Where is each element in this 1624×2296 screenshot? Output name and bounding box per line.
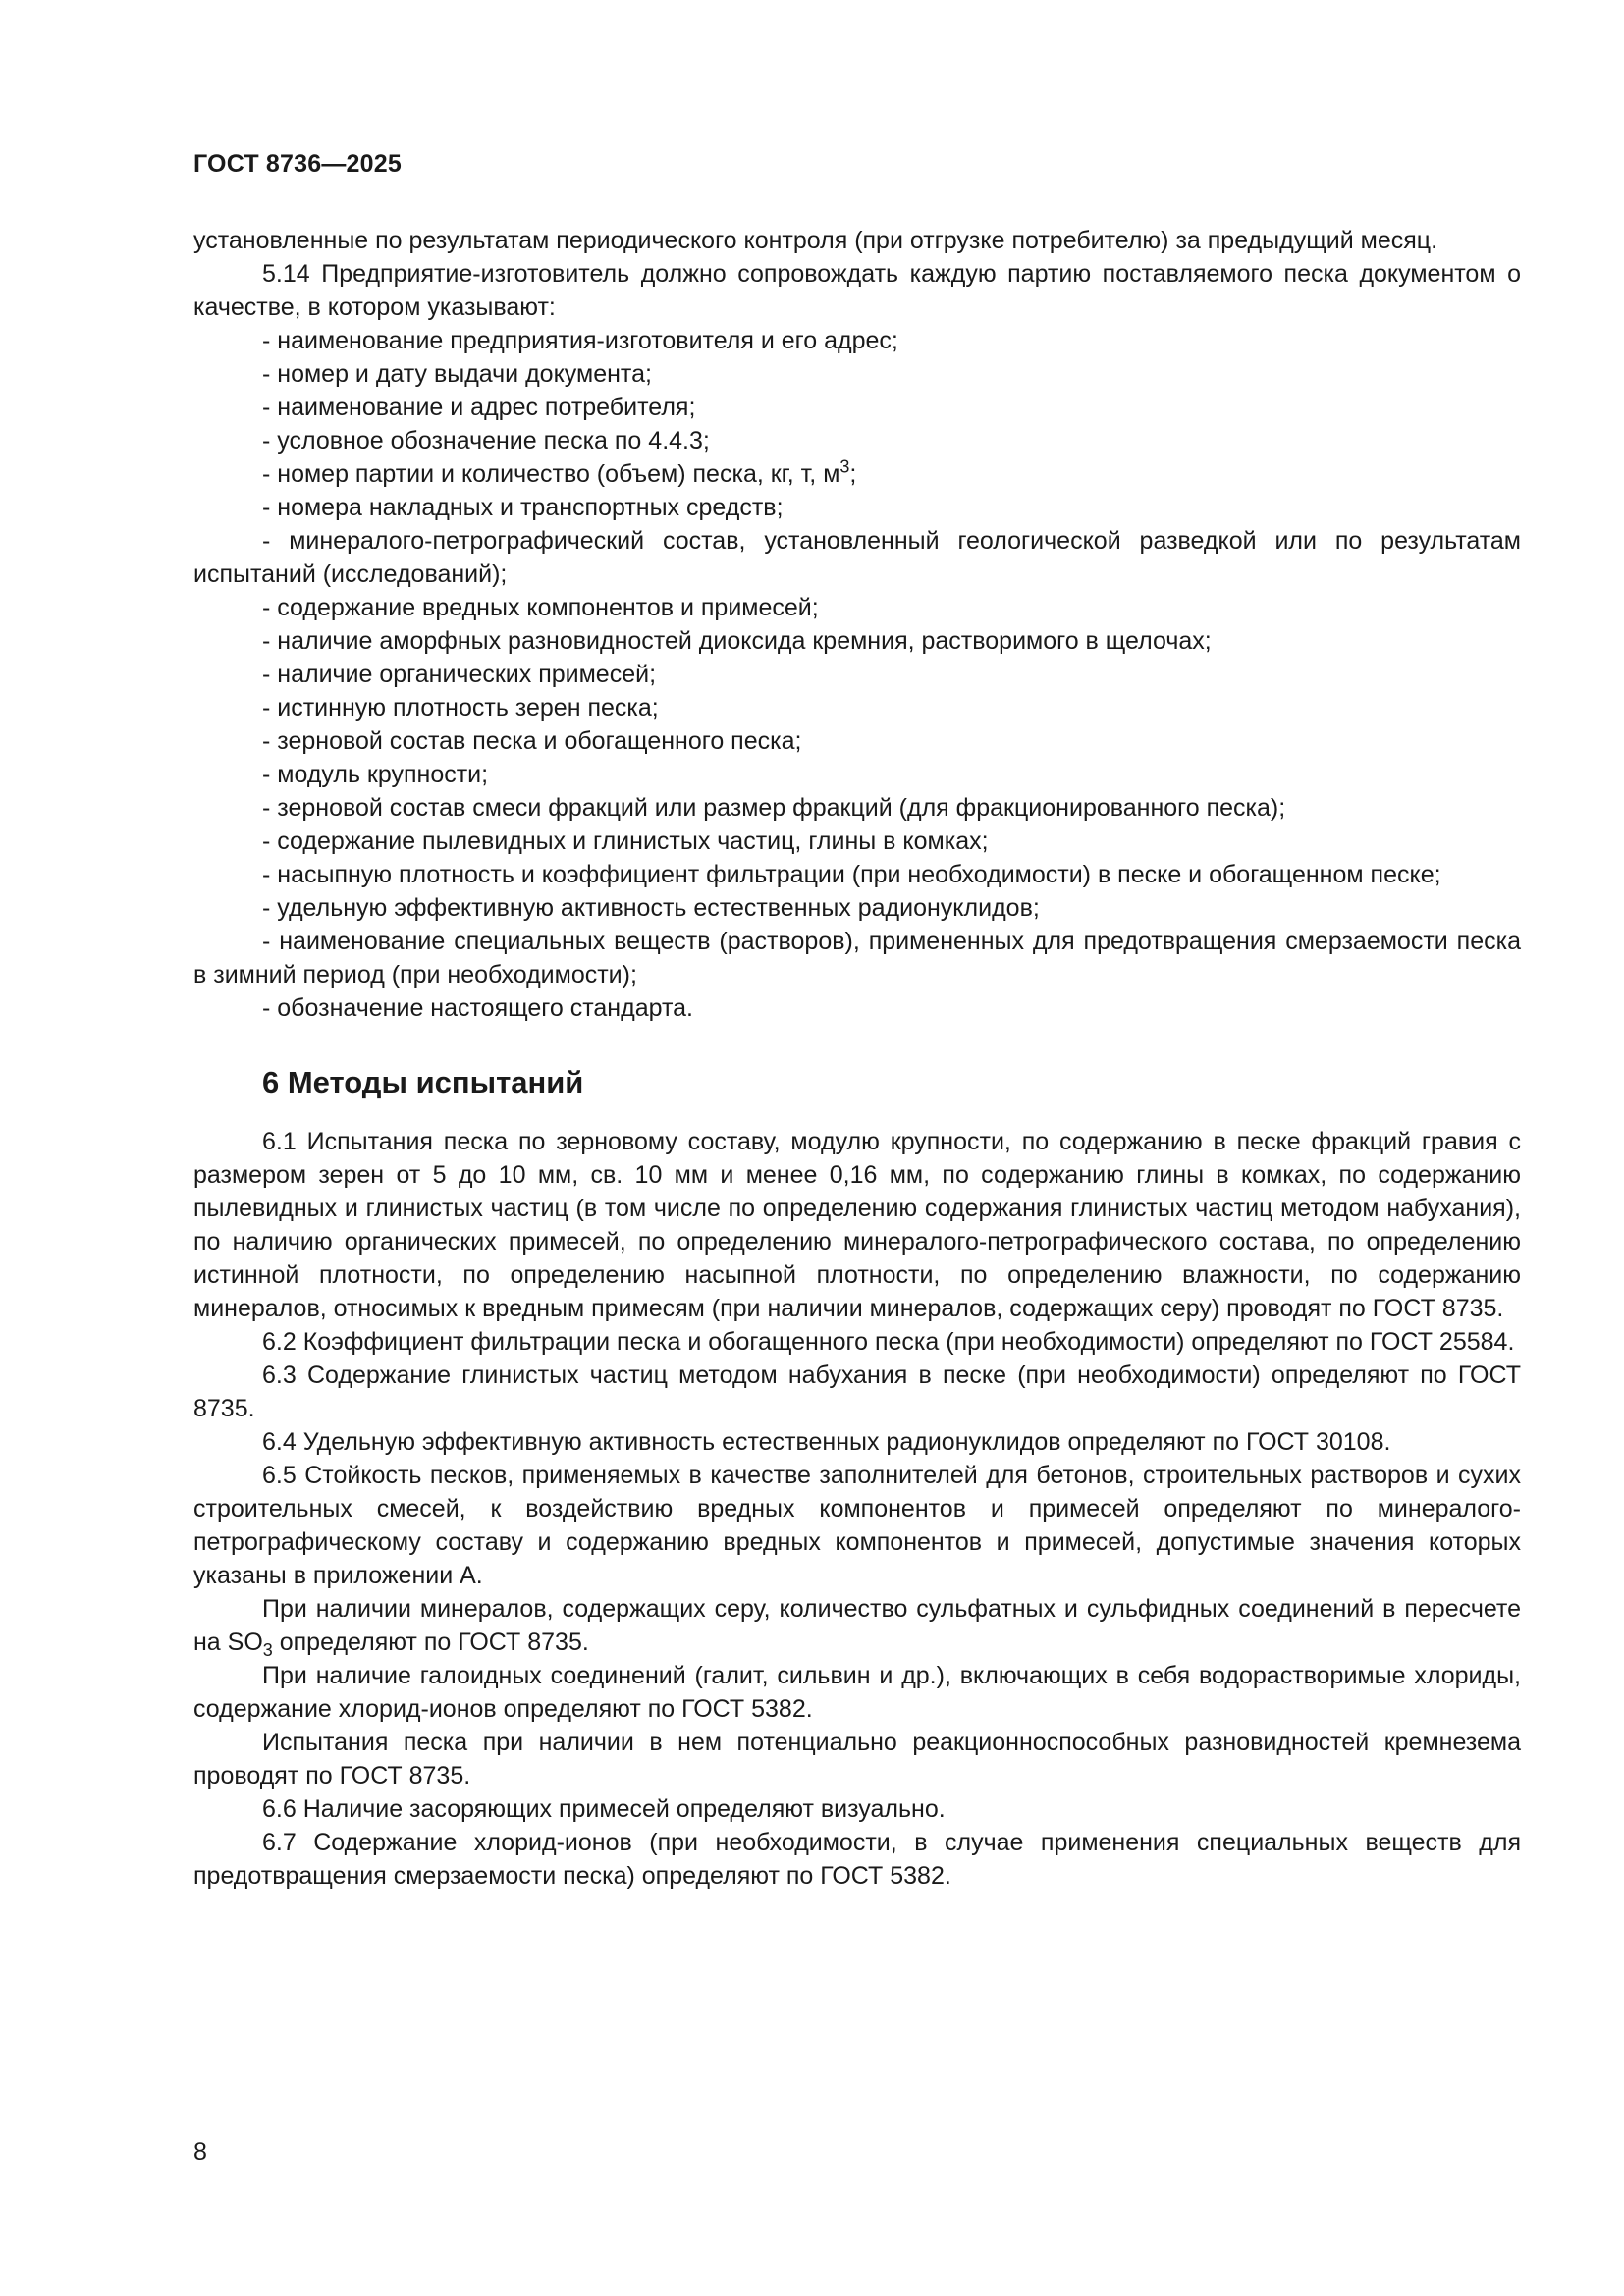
list-item: - содержание вредных компонентов и примесей;	[262, 594, 819, 621]
document-body	[193, 224, 1521, 1893]
list-item: - номер и дату выдачи документа;	[262, 360, 652, 388]
list-item: - обозначение настоящего стандарта.	[262, 994, 693, 1022]
paragraph-6-1: 6.1 Испытания песка по зерновому составу, модулю крупности, по содержанию в песке фракций гравия с размером зерен от 5 до 10 мм, св. 10 мм и менее 0,16 мм, по содержанию глины в комках, по содержанию пылевидных и глинистых частиц (в том числе по определению содержания глинистых частиц методом набухания), по наличию органических примесей, по определению минералого-петрографического состава, по определению истинной плотности, по определению насыпной плотности, по определению влажности, по содержанию минералов, относимых к вредным примесям (при наличии минералов, содержащих серу) проводят по ГОСТ 8735.	[193, 1128, 1521, 1322]
paragraph-5-14: 5.14 Предприятие-изготовитель должно сопровождать каждую партию поставляемого песка документом о качестве, в котором указывают:	[193, 260, 1521, 321]
paragraph-6-5: 6.5 Стойкость песков, применяемых в качестве заполнителей для бетонов, строительных растворов и сухих строительных смесей, к воздействию вредных компонентов и примесей определяют по минералого-петрографическому составу и содержанию вредных компонентов и примесей, допустимые значения которых указаны в приложении А.	[193, 1462, 1521, 1589]
list-item: - истинную плотность зерен песка;	[262, 694, 659, 721]
paragraph-6-5-halides: При наличие галоидных соединений (галит, сильвин и др.), включающих в себя водорастворимые хлориды, содержание хлорид-ионов определяют по ГОСТ 5382.	[193, 1662, 1521, 1723]
paragraph-6-7: 6.7 Содержание хлорид-ионов (при необходимости, в случае применения специальных веществ для предотвращения смерзаемости песка) определяют по ГОСТ 5382.	[193, 1829, 1521, 1890]
list-item-tail: ;	[849, 460, 857, 488]
list-item: - наличие органических примесей;	[262, 661, 657, 688]
paragraph-6-6: 6.6 Наличие засоряющих примесей определяют визуально.	[262, 1795, 946, 1823]
list-item: - условное обозначение песка по 4.4.3;	[262, 427, 710, 454]
list-item: - минералого-петрографический состав, установленный геологической разведкой или по результатам испытаний (исследований);	[193, 527, 1521, 588]
list-item: - зерновой состав смеси фракций или размер фракций (для фракционированного песка);	[262, 794, 1286, 822]
superscript: 3	[839, 456, 850, 477]
subscript: 3	[262, 1640, 273, 1660]
paragraph-6-5-sulfur	[193, 1592, 1521, 1659]
list-item: - удельную эффективную активность естественных радионуклидов;	[262, 894, 1040, 922]
paragraph-6-4: 6.4 Удельную эффективную активность естественных радионуклидов определяют по ГОСТ 30108.	[262, 1428, 1391, 1456]
list-item: - наличие аморфных разновидностей диоксида кремния, растворимого в щелочах;	[262, 627, 1212, 655]
document-header: ГОСТ 8736—2025	[193, 150, 402, 178]
list-item: - зерновой состав песка и обогащенного песка;	[262, 727, 802, 755]
list-item: - наименование специальных веществ (растворов), примененных для предотвращения смерзаемости песка в зимний период (при необходимости);	[193, 928, 1521, 988]
paragraph-continued: установленные по результатам периодического контроля (при отгрузке потребителю) за предыдущий месяц.	[193, 227, 1438, 254]
list-item: - модуль крупности;	[262, 761, 489, 788]
paragraph-6-5-silica: Испытания песка при наличии в нем потенциально реакционноспособных разновидностей кремнезема проводят по ГОСТ 8735.	[193, 1729, 1521, 1789]
section-heading: 6 Методы испытаний	[262, 1065, 584, 1099]
list-item: - наименование и адрес потребителя;	[262, 394, 696, 421]
list-item: - насыпную плотность и коэффициент фильтрации (при необходимости) в песке и обогащенном песке;	[262, 861, 1441, 888]
list-item-text: - номер партии и количество (объем) песка, кг, т, м	[262, 460, 840, 488]
list-item: - номера накладных и транспортных средств;	[262, 494, 784, 521]
text-part: определяют по ГОСТ 8735.	[272, 1629, 589, 1656]
list-item: - наименование предприятия-изготовителя и его адрес;	[262, 327, 898, 354]
list-item: - содержание пылевидных и глинистых частиц, глины в комках;	[262, 828, 989, 855]
list-item-with-superscript	[193, 457, 1521, 491]
paragraph-6-2: 6.2 Коэффициент фильтрации песка и обогащенного песка (при необходимости) определяют по ГОСТ 25584.	[262, 1328, 1515, 1356]
text-part: При наличии минералов, содержащих серу, количество сульфатных и сульфидных соединений в пересчете на SO	[193, 1595, 1521, 1656]
page-number: 8	[193, 2138, 207, 2165]
paragraph-6-3: 6.3 Содержание глинистых частиц методом набухания в песке (при необходимости) определяют по ГОСТ 8735.	[193, 1362, 1521, 1422]
